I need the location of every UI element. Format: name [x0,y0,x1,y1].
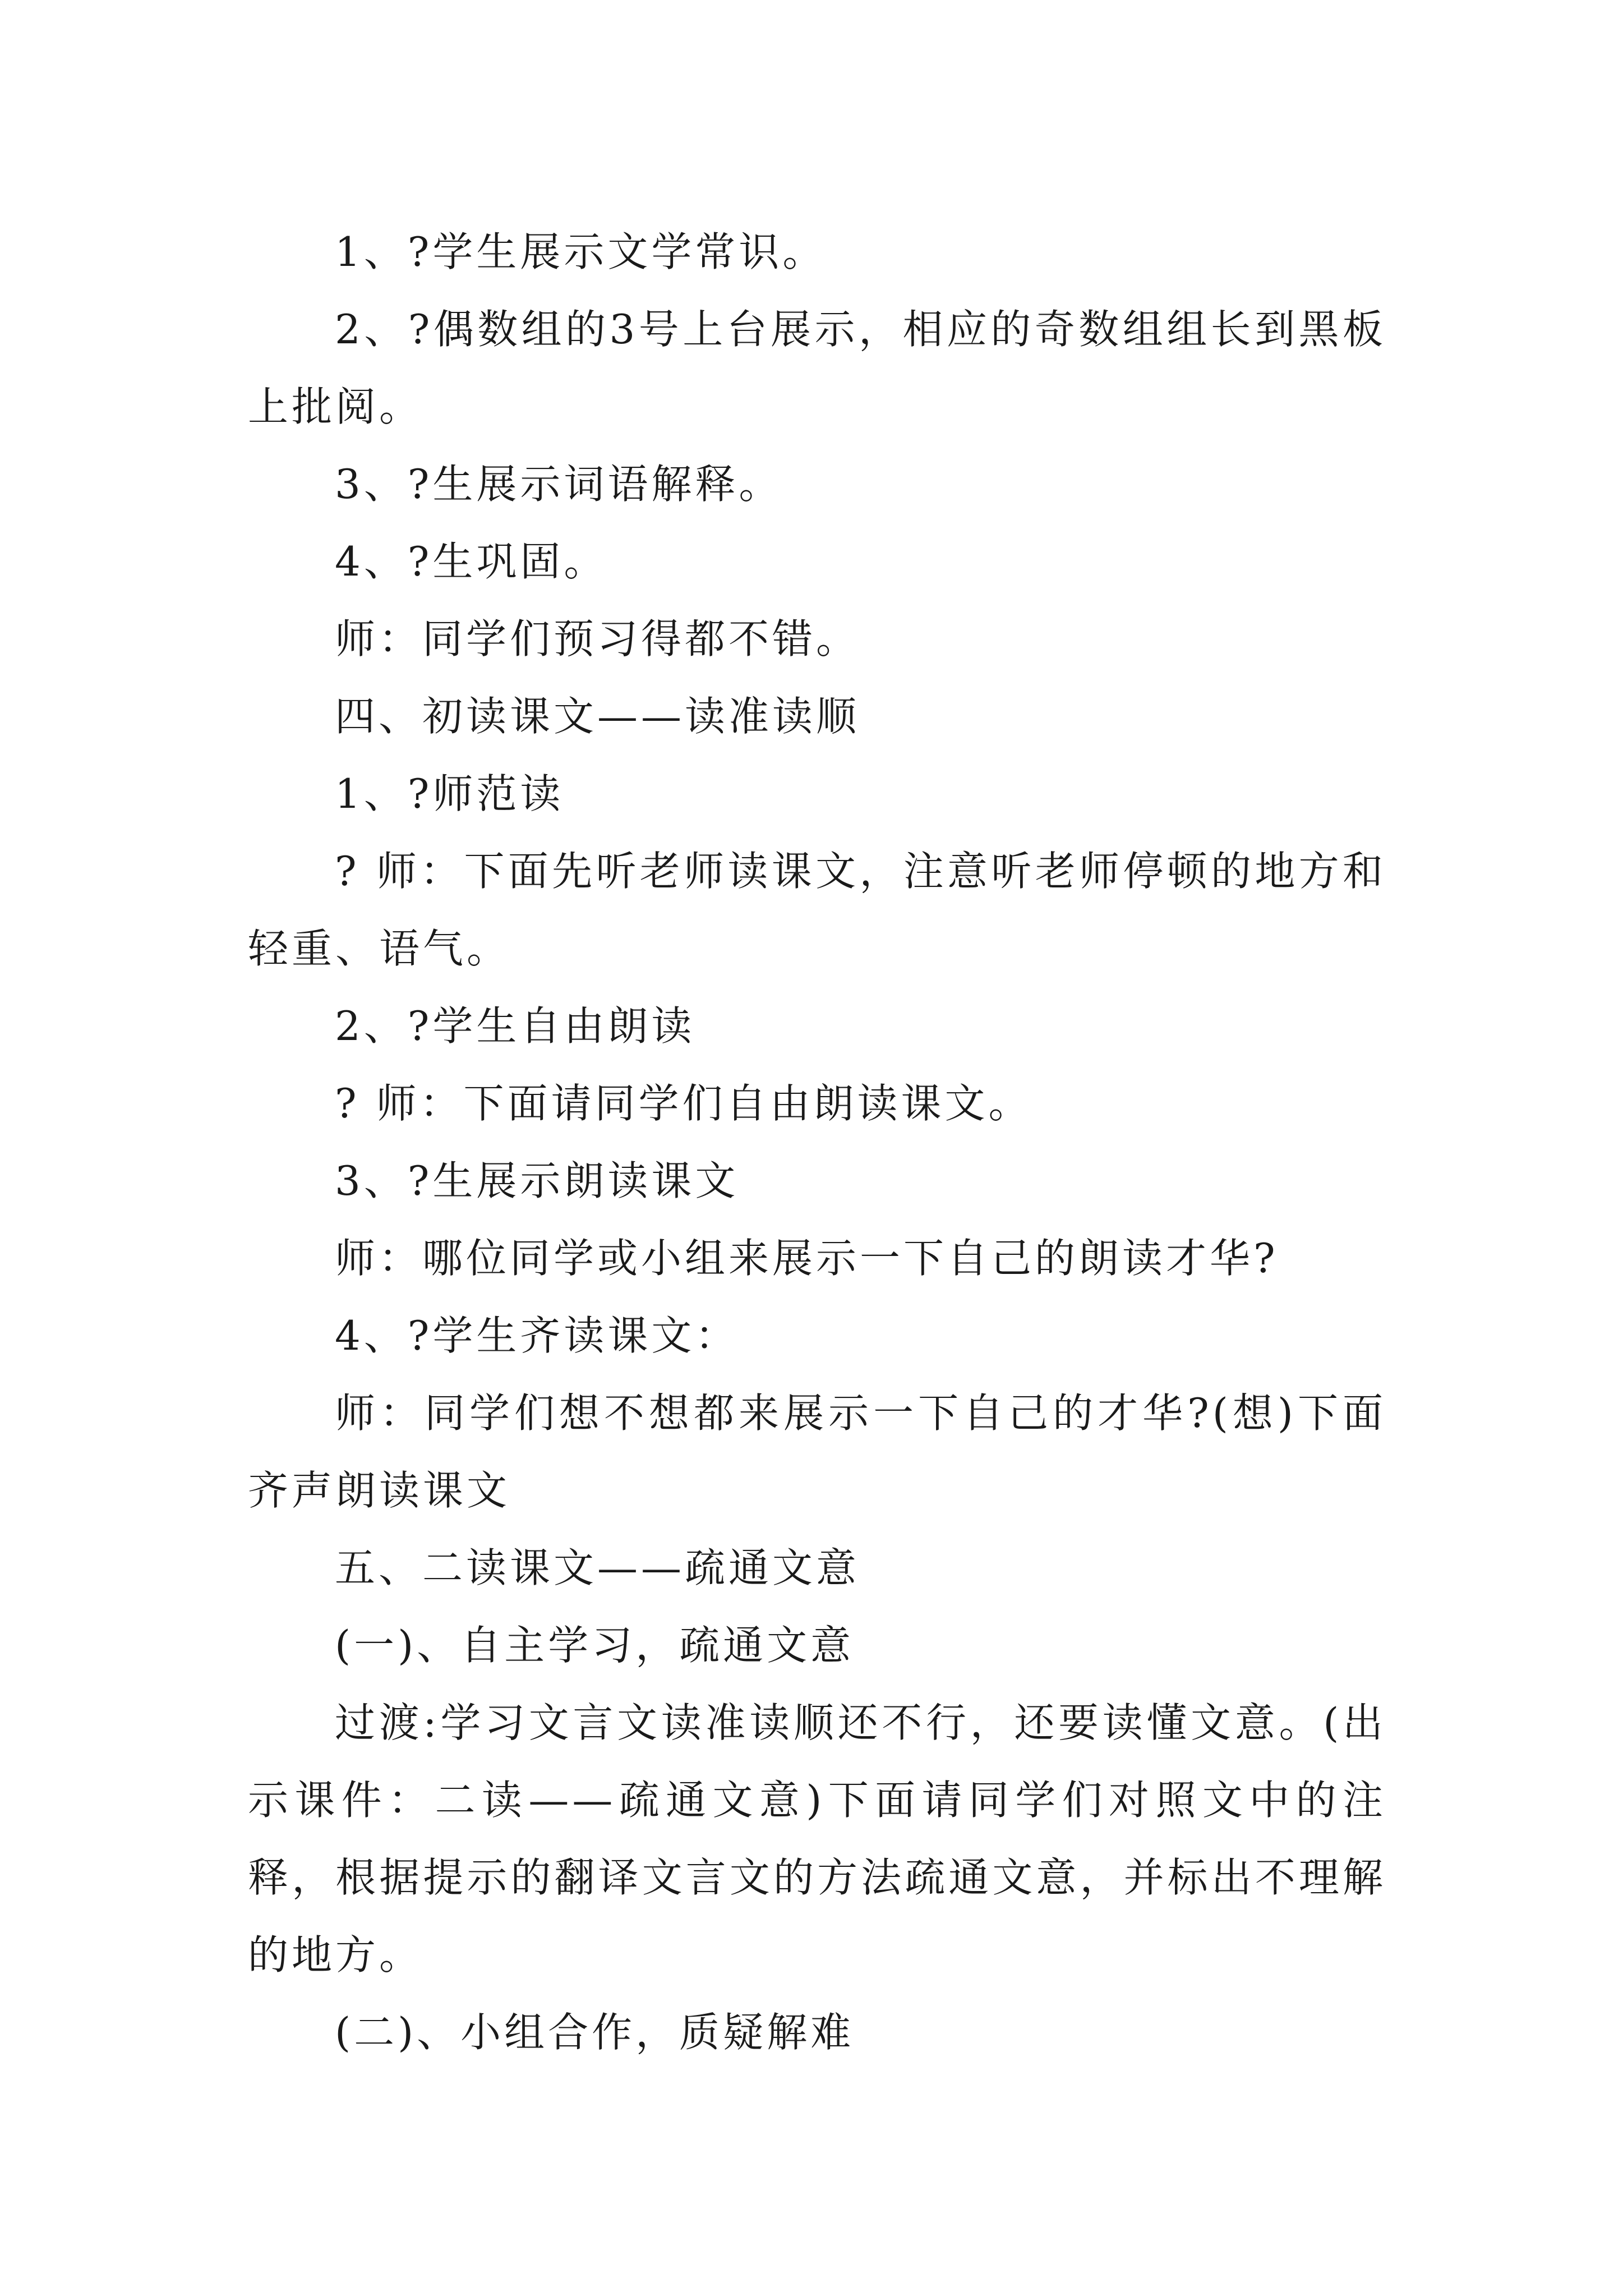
paragraph-17: 过渡:学习文言文读准读顺还不行，还要读懂文意。(出示课件：二读——疏通文意)下面请同学们对照文中的注释，根据提示的翻译文言文的方法疏通文意，并标出不理解的地方。 [248,1699,1386,1978]
paragraph-5: 师：同学们预习得都不错。 [335,615,860,662]
paragraph-7: 1、?师范读 [335,770,564,817]
paragraph-12: 师：哪位同学或小组来展示一下自己的朗读才华? [335,1235,1279,1282]
paragraph-3: 3、?生展示词语解释。 [335,461,783,508]
paragraph-13: 4、?学生齐读课文： [335,1312,739,1359]
document-body [248,213,1386,2071]
paragraph-8: ? 师：下面先听老师读课文，注意听老师停顿的地方和轻重、语气。 [248,848,1386,972]
section-heading-5: 五、二读课文——疏通文意 [335,1544,860,1591]
paragraph-2: 2、?偶数组的3号上台展示，相应的奇数组组长到黑板上批阅。 [248,306,1386,430]
paragraph-9: 2、?学生自由朗读 [335,1002,695,1050]
paragraph-11: 3、?生展示朗读课文 [335,1157,739,1204]
paragraph-10: ? 师：下面请同学们自由朗读课文。 [335,1080,1032,1127]
section-heading-4: 四、初读课文——读准读顺 [335,693,860,740]
paragraph-4: 4、?生巩固。 [335,538,608,585]
subheading-1: (一)、自主学习，疏通文意 [335,1622,855,1669]
paragraph-1: 1、?学生展示文学常识。 [335,228,827,275]
paragraph-14: 师：同学们想不想都来展示一下自己的才华?(想)下面齐声朗读课文 [248,1389,1386,1514]
subheading-2: (二)、小组合作，质疑解难 [335,2009,855,2056]
